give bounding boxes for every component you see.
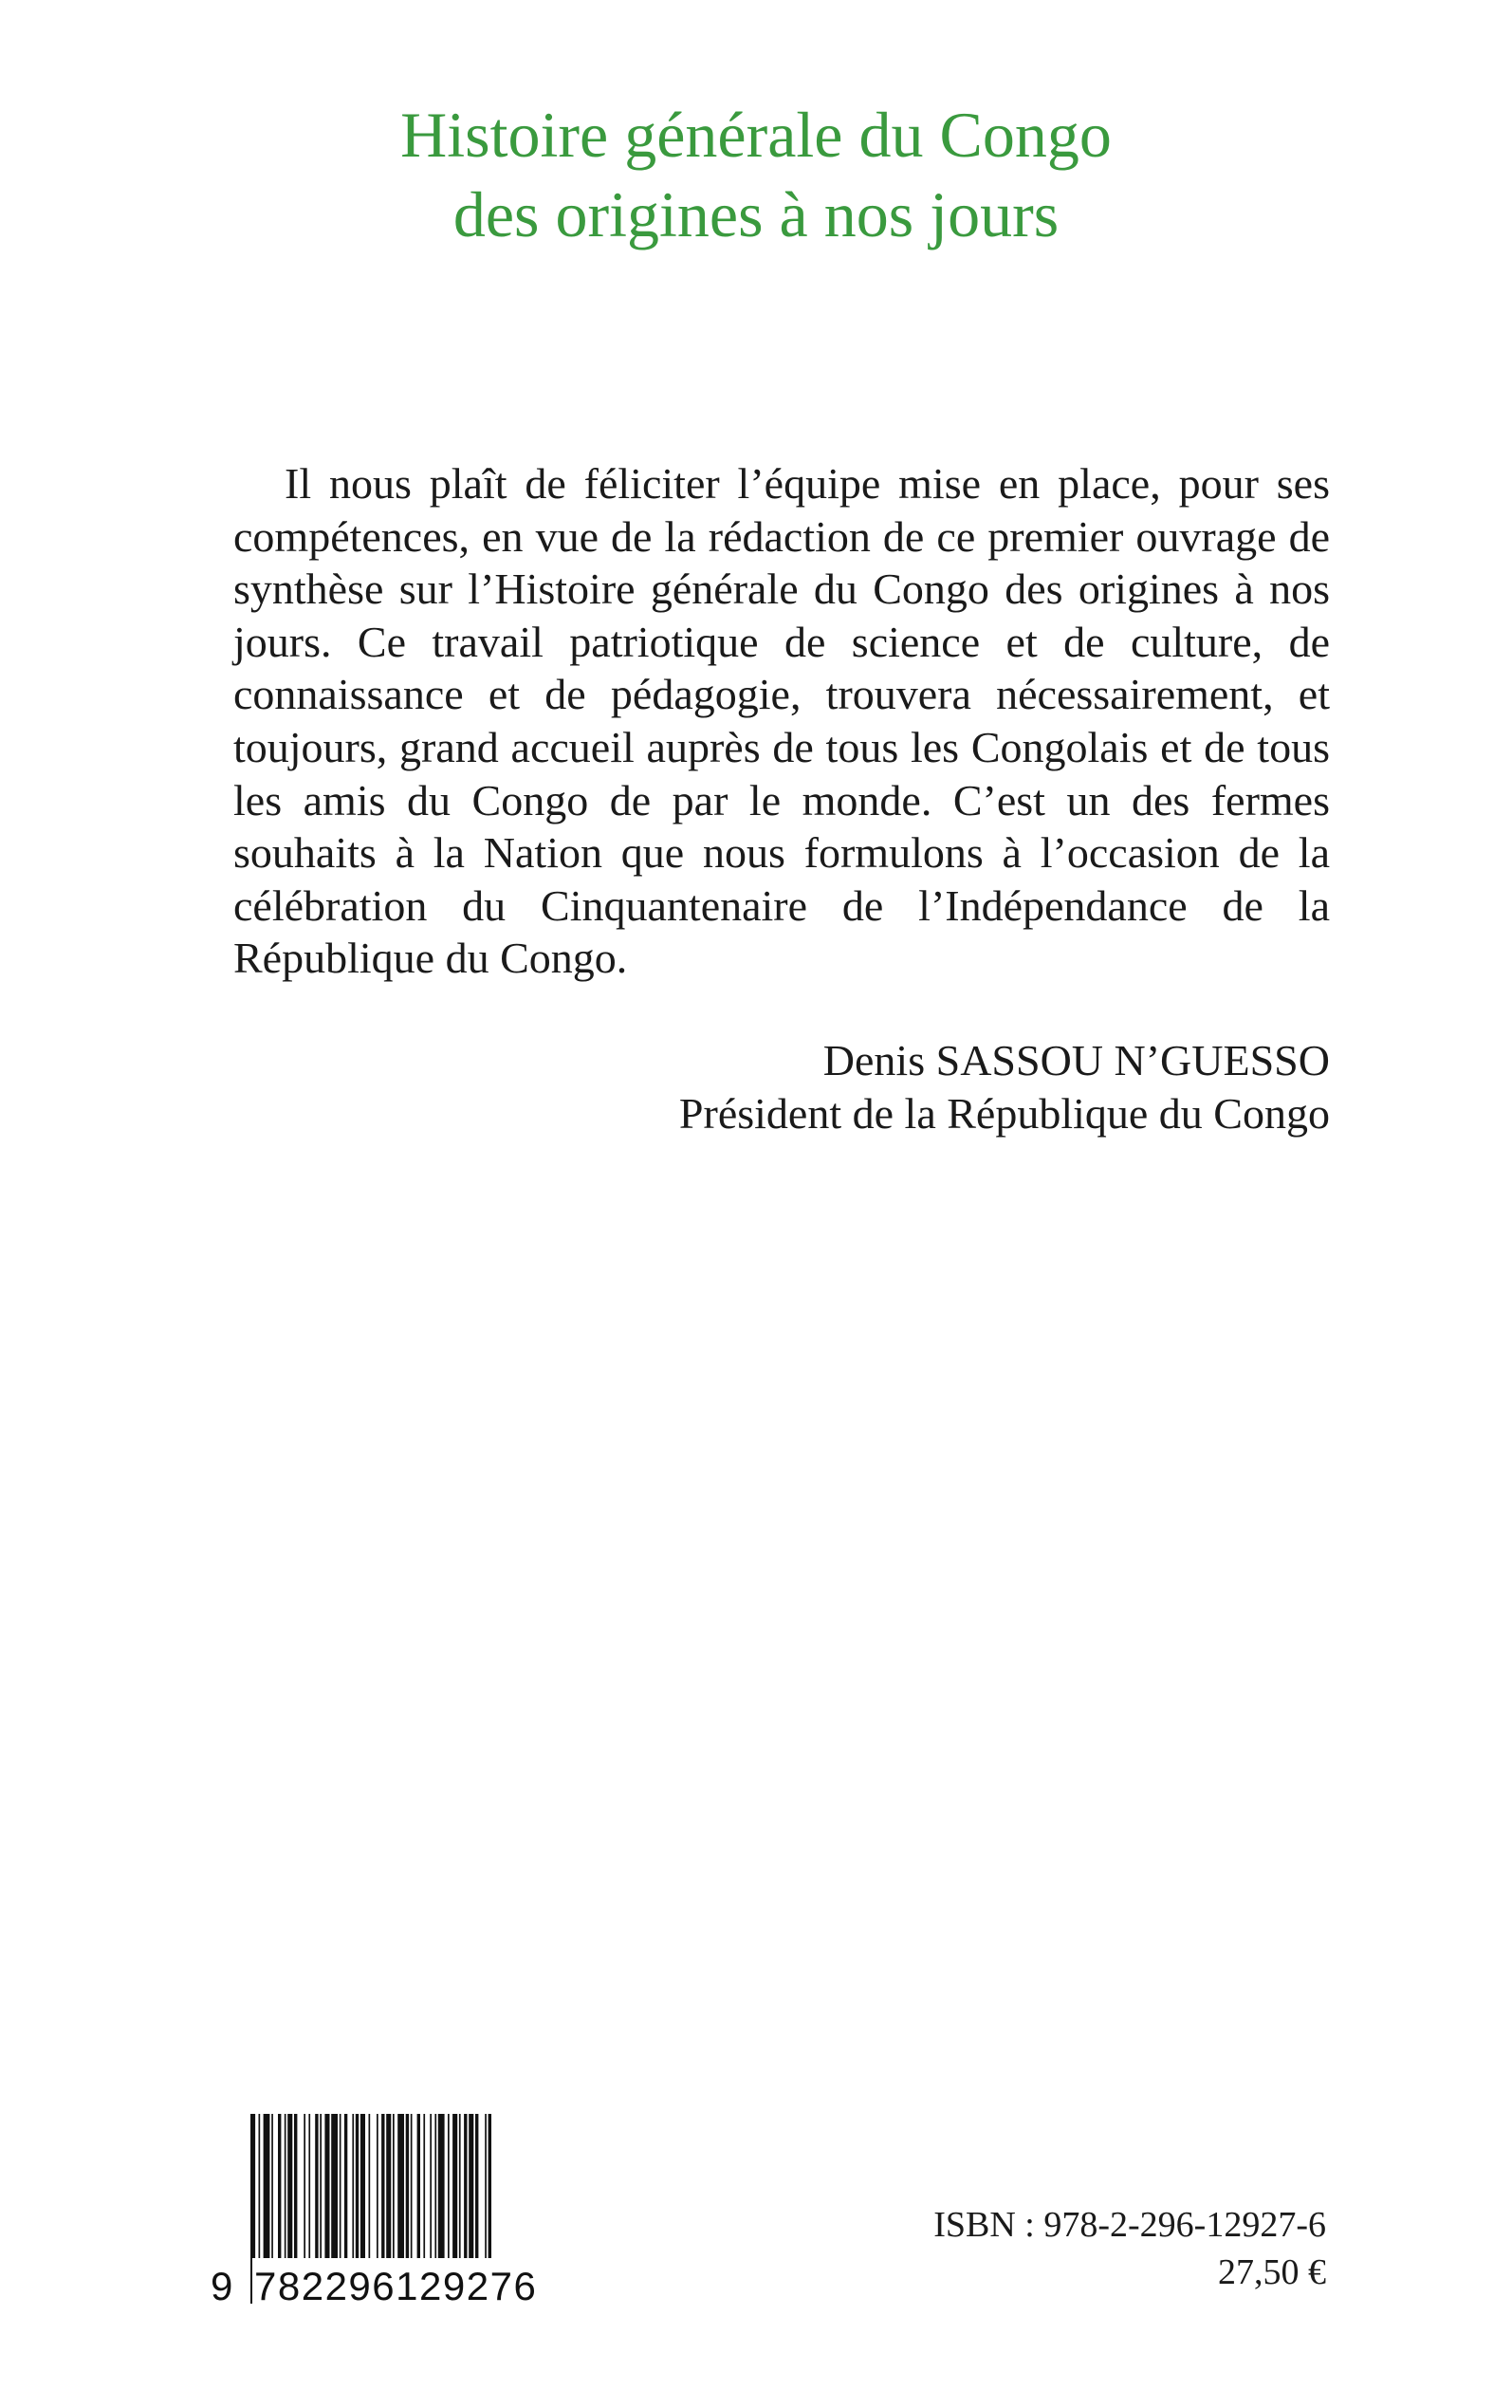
book-title	[0, 95, 1512, 254]
barcode	[211, 2114, 581, 2323]
barcode-bar	[438, 2114, 445, 2266]
book-title-line-2: des origines à nos jours	[452, 178, 1060, 250]
barcode-bar	[386, 2114, 391, 2266]
barcode-bar	[452, 2114, 457, 2266]
barcode-bar	[340, 2114, 341, 2266]
barcode-bar	[352, 2114, 354, 2266]
barcode-bar	[411, 2114, 413, 2266]
barcode-bar	[360, 2114, 365, 2266]
barcode-bar	[278, 2114, 281, 2266]
barcode-bar	[406, 2114, 409, 2266]
barcode-first-digit: 9	[211, 2264, 233, 2308]
barcode-bar	[397, 2114, 404, 2266]
barcode-bar	[459, 2114, 461, 2266]
barcode-bar	[356, 2114, 359, 2266]
barcode-bar	[294, 2114, 297, 2266]
barcode-digits	[211, 2258, 581, 2315]
barcode-bar	[264, 2114, 270, 2266]
barcode-bar	[448, 2114, 450, 2266]
isbn-number: ISBN : 978-2-296-12927-6	[933, 2205, 1326, 2245]
barcode-bar	[344, 2114, 347, 2266]
book-title-line-1: Histoire générale du Congo	[400, 99, 1112, 171]
barcode-bar	[489, 2114, 491, 2266]
barcode-bar	[434, 2114, 436, 2266]
barcode-bar	[381, 2114, 384, 2266]
barcode-bar	[417, 2114, 420, 2266]
barcode-bar	[304, 2114, 305, 2266]
barcode-bar	[475, 2114, 478, 2266]
signature-block	[679, 1034, 1330, 1140]
barcode-bar	[308, 2114, 310, 2266]
barcode-bar	[430, 2114, 432, 2266]
blurb-paragraph: Il nous plaît de féliciter l’équipe mise en place, pour ses compétences, en vue de la rédaction de ce premier ouvrage de synthèse sur l’Histoire générale du Congo des origines à nos jours. Ce travail patriotique de science et de culture, de connaissance et de pédagogie, trouvera nécessairement, et toujours, grand accueil auprès de tous les Congolais et de tous les amis du Congo de par le monde. C’est un des fermes souhaits à la Nation que nous formulons à l’occasion de la célébration du Cinquantenaire de l’Indépendance de la République du Congo.	[233, 459, 1330, 983]
price: 27,50 €	[1218, 2252, 1326, 2292]
signature-role: Président de la République du Congo	[678, 1089, 1330, 1138]
barcode-bar	[485, 2114, 487, 2266]
barcode-bar	[423, 2114, 425, 2266]
barcode-bar	[464, 2114, 467, 2266]
barcode-bar	[469, 2114, 473, 2266]
signature-name: Denis SASSOU N’GUESSO	[822, 1036, 1330, 1084]
barcode-bar	[324, 2114, 329, 2266]
barcode-bar	[285, 2114, 286, 2266]
barcode-bar	[271, 2114, 273, 2266]
barcode-bar	[315, 2114, 318, 2266]
barcode-number: 782296129276	[252, 2258, 539, 2315]
barcode-bar	[287, 2114, 292, 2266]
barcode-bar	[331, 2114, 338, 2266]
barcode-bar	[320, 2114, 322, 2266]
isbn-block	[933, 2201, 1326, 2296]
barcode-bar	[393, 2114, 395, 2266]
